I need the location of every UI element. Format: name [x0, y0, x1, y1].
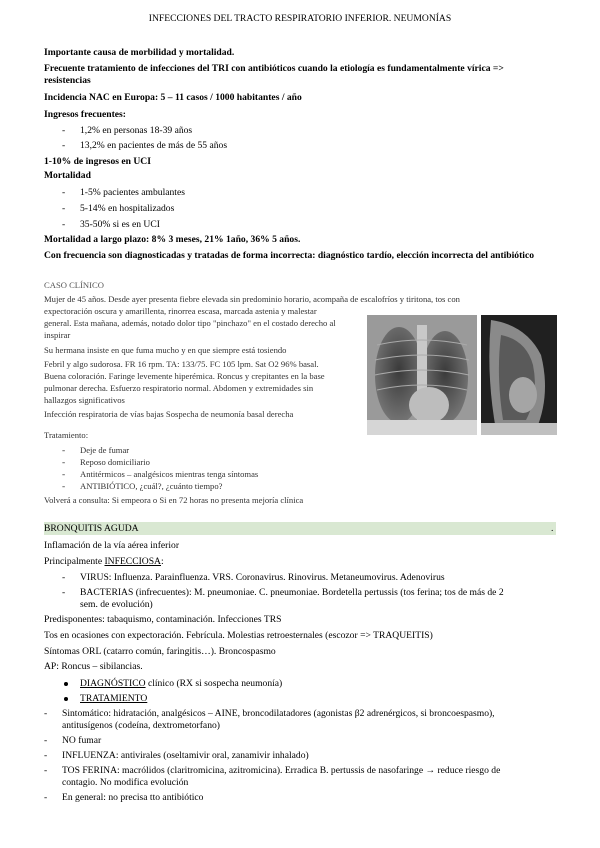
- case-line: hallazgos significativos: [44, 395, 125, 405]
- intro-line: resistencias: [44, 75, 91, 86]
- bullet-dash: -: [62, 481, 66, 492]
- intro-line: 1-10% de ingresos en UCI: [44, 156, 151, 167]
- bullet-dot: [64, 682, 68, 686]
- list-item: TOS FERINA: macrólidos (claritromicina, azitromicina). Erradica B. pertussis de nasofaringe → reduce riesgo de: [62, 765, 501, 776]
- case-line: Su hermana insiste en que fuma mucho y en que siempre está tosiendo: [44, 345, 287, 355]
- section-heading-dot: .: [551, 523, 554, 534]
- list-item: 5-14% en hospitalizados: [80, 203, 175, 214]
- case-line: inspirar: [44, 330, 71, 340]
- bullet-dash: -: [44, 750, 48, 761]
- treatment-heading: Tratamiento:: [44, 430, 89, 440]
- list-item: antitusígenos (codeína, dextrometorfano): [62, 720, 220, 731]
- list-item: DIAGNÓSTICO clínico (RX si sospecha neumonía): [80, 678, 283, 689]
- bullet-dot: [64, 697, 68, 701]
- bullet-dash: -: [62, 457, 66, 468]
- list-item: Sintomático: hidratación, analgésicos – AINE, broncodilatadores (agonistas β2 adrenérgicos, si broncoespasmo),: [62, 708, 495, 719]
- bullet-dash: -: [44, 708, 48, 719]
- case-heading: CASO CLÍNICO: [44, 280, 104, 290]
- list-item: sem. de evolución): [80, 599, 153, 610]
- bullet-dash: -: [62, 445, 66, 456]
- list-item: BACTERIAS (infrecuentes): M. pneumoniae. C. pneumoniae. Bordetella pertussis (tos ferina; tos de más de 2: [80, 587, 504, 598]
- bronq-line: Inflamación de la vía aérea inferior: [44, 540, 180, 551]
- case-line: Febril y algo sudorosa. FR 16 rpm. TA: 133/75. FC 105 lpm. Sat O2 96% basal.: [44, 359, 319, 369]
- intro-line: Mortalidad: [44, 170, 91, 181]
- bronq-line: Síntomas ORL (catarro común, faringitis…). Broncospasmo: [44, 646, 276, 657]
- page-title: INFECCIONES DEL TRACTO RESPIRATORIO INFERIOR. NEUMONÍAS: [148, 13, 452, 24]
- list-item: 1,2% en personas 18-39 años: [80, 125, 193, 136]
- list-item: 35-50% si es en UCI: [80, 219, 160, 230]
- bronq-line: Predisponentes: tabaquismo, contaminación. Infecciones TRS: [44, 614, 282, 625]
- intro-line: Incidencia NAC en Europa: 5 – 11 casos / 1000 habitantes / año: [44, 92, 302, 103]
- list-item: Antitérmicos – analgésicos mientras tenga síntomas: [80, 469, 259, 479]
- list-item: Deje de fumar: [80, 445, 130, 455]
- chest-xray-frontal: [367, 315, 477, 435]
- chest-xray-lateral: [481, 315, 557, 435]
- list-item: Reposo domiciliario: [80, 457, 150, 467]
- bullet-dash: -: [62, 469, 66, 480]
- list-item: INFLUENZA: antivirales (oseltamivir oral, zanamivir inhalado): [62, 750, 309, 761]
- intro-line: Con frecuencia son diagnosticadas y tratadas de forma incorrecta: diagnóstico tardío, elección incorrecta del antibiótico: [44, 250, 535, 261]
- list-item: contagio. No modifica evolución: [62, 777, 189, 788]
- bronq-line: Tos en ocasiones con expectoración. Febrícula. Molestias retroesternales (escozor => TRAQUEITIS): [44, 630, 433, 641]
- case-line: pulmonar derecha. Esfuerzo respiratorio normal. Abdomen y extremidades sin: [44, 383, 314, 393]
- case-line: Buena coloración. Faringe levemente hiperémica. Roncus y crepitantes en la base: [44, 371, 325, 381]
- case-line: Infección respiratoria de vías bajas Sospecha de neumonía basal derecha: [44, 409, 294, 419]
- section-heading: BRONQUITIS AGUDA: [44, 523, 139, 534]
- list-item: En general: no precisa tto antibiótico: [62, 792, 204, 803]
- bullet-dash: -: [44, 735, 48, 746]
- bullet-dash: -: [62, 187, 66, 198]
- bullet-dash: -: [62, 125, 66, 136]
- list-item: NO fumar: [62, 735, 102, 746]
- intro-line: Mortalidad a largo plazo: 8% 3 meses, 21% 1año, 36% 5 años.: [44, 234, 301, 245]
- case-line: expectoración oscura y amarillenta, rinorrea escasa, marcada astenia y malestar: [44, 306, 317, 316]
- intro-line: Ingresos frecuentes:: [44, 109, 126, 120]
- bullet-dash: -: [62, 572, 66, 583]
- case-line: Mujer de 45 años. Desde ayer presenta fiebre elevada sin predominio horario, acompaña de escalofríos y tiritona, tos con: [44, 294, 460, 304]
- bullet-dash: -: [44, 765, 48, 776]
- bullet-dash: -: [62, 587, 66, 598]
- list-item: VIRUS: Influenza. Parainfluenza. VRS. Coronavirus. Rinovirus. Metaneumovirus. Adenovirus: [80, 572, 445, 583]
- bullet-dash: -: [44, 792, 48, 803]
- intro-line: Frecuente tratamiento de infecciones del TRI con antibióticos cuando la etiología es fundamentalmente vírica =>: [44, 63, 504, 74]
- case-line: general. Esta mañana, además, notado dolor tipo "pinchazo" en el costado derecho al: [44, 318, 336, 328]
- list-item: ANTIBIÓTICO, ¿cuál?, ¿cuánto tiempo?: [80, 481, 223, 491]
- list-item: 13,2% en pacientes de más de 55 años: [80, 140, 228, 151]
- bullet-dash: -: [62, 140, 66, 151]
- bullet-dash: -: [62, 219, 66, 230]
- list-item: 1-5% pacientes ambulantes: [80, 187, 185, 198]
- bronq-line: Principalmente INFECCIOSA:: [44, 556, 164, 567]
- intro-line: Importante causa de morbilidad y mortalidad.: [44, 47, 235, 58]
- bronq-line: AP: Roncus – sibilancias.: [44, 661, 143, 672]
- case-line: Volverá a consulta: Si empeora o Si en 72 horas no presenta mejoría clínica: [44, 495, 304, 505]
- bullet-dash: -: [62, 203, 66, 214]
- list-item: TRATAMIENTO: [80, 693, 148, 704]
